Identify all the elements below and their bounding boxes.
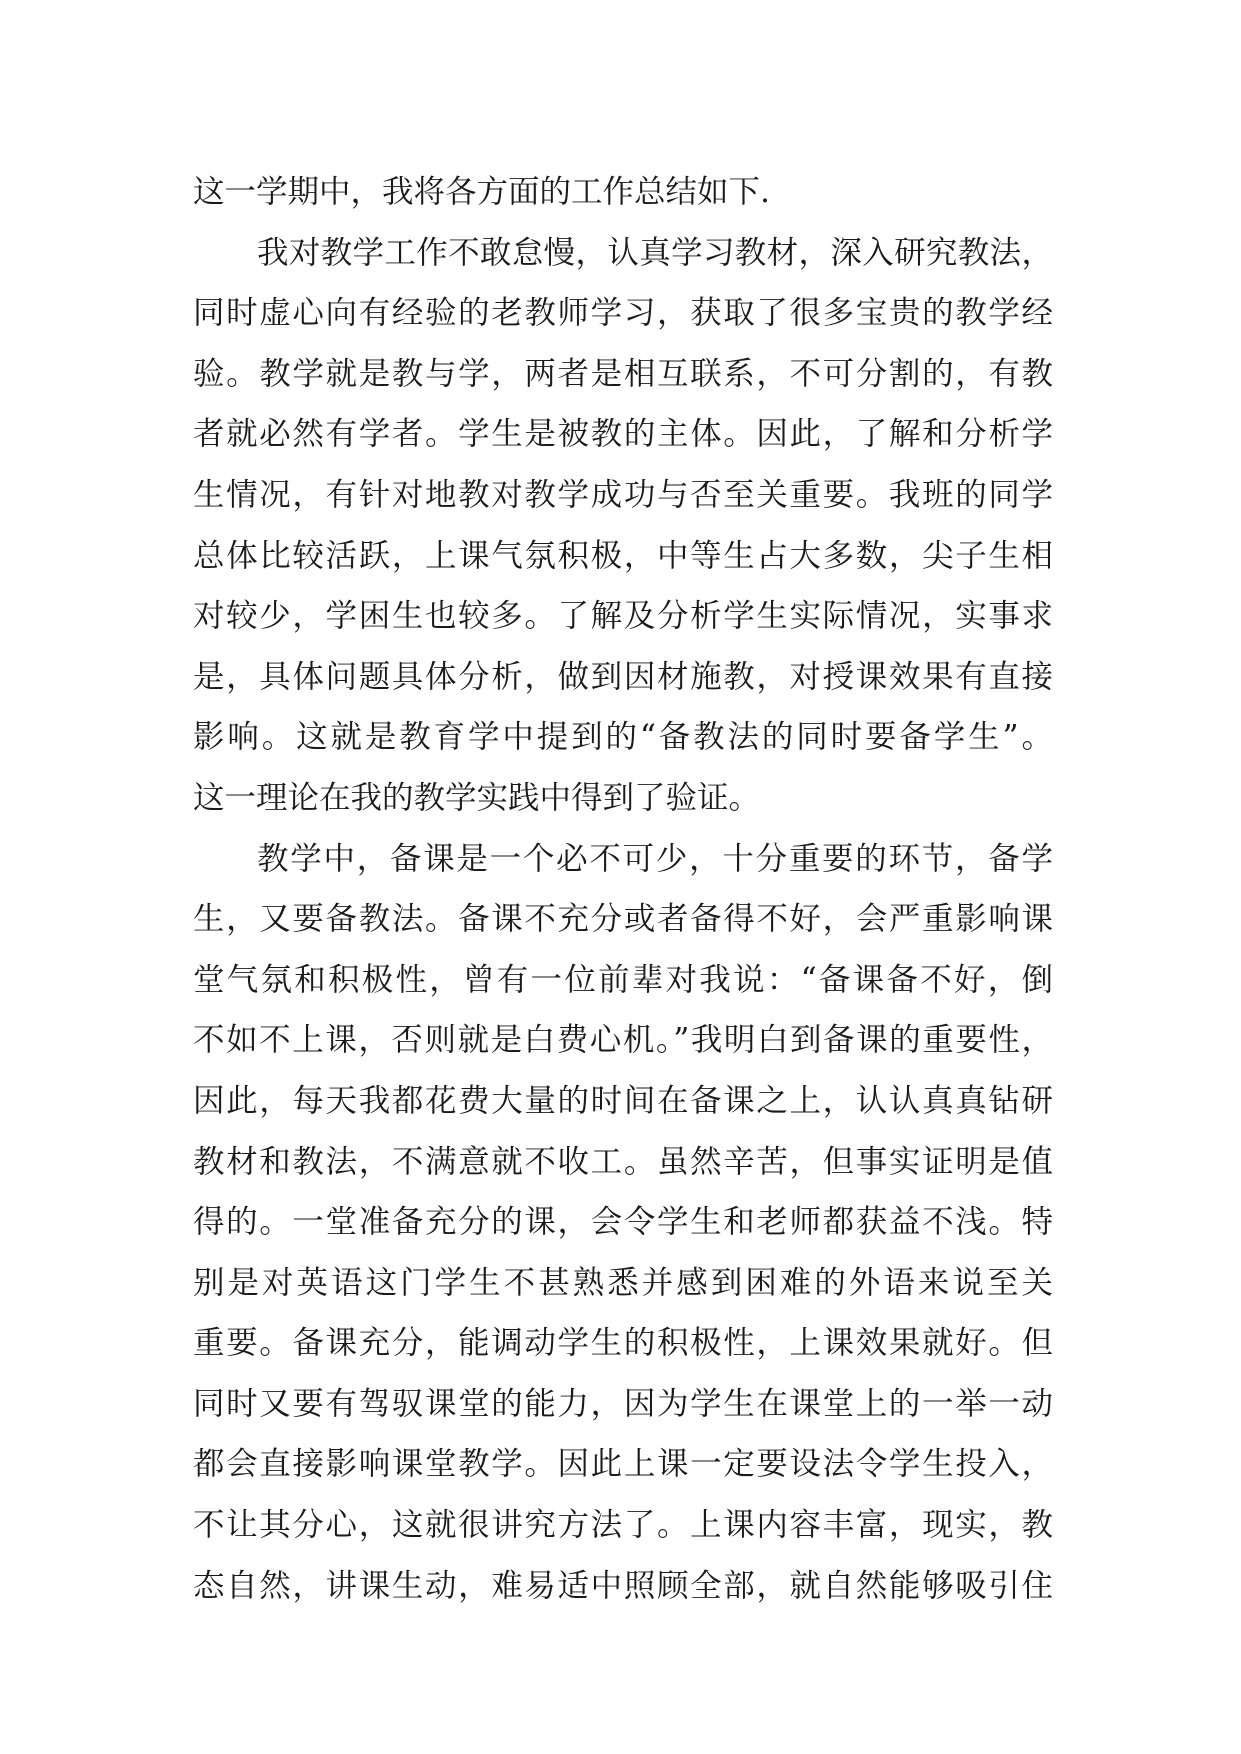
text-line: 总体比较活跃，上课气氛积极，中等生占大多数，尖子生相 [193,537,1053,574]
text-line: 验。教学就是教与学，两者是相互联系，不可分割的，有教 [193,355,1053,392]
text-line: 教学中，备课是一个必不可少，十分重要的环节，备学 [257,840,1053,877]
text-line: 影响。这就是教育学中提到的“备教法的同时要备学生”。 [193,719,1053,756]
text-line: 同时虚心向有经验的老教师学习，获取了很多宝贵的教学经 [193,295,1053,332]
text-line: 不如不上课，否则就是白费心机。”我明白到备课的重要性， [193,1022,1053,1059]
text-line: 生，又要备教法。备课不充分或者备得不好，会严重影响课 [193,901,1053,938]
text-line: 得的。一堂准备充分的课，会令学生和老师都获益不浅。特 [193,1204,1053,1241]
text-line: 这一学期中，我将各方面的工作总结如下. [193,174,771,210]
text-line: 因此，每天我都花费大量的时间在备课之上，认认真真钻研 [193,1082,1053,1119]
paragraph-2 [193,223,1053,829]
text-line: 态自然，讲课生动，难易适中照顾全部，就自然能够吸引住 [193,1567,1053,1604]
text-line: 别是对英语这门学生不甚熟悉并感到困难的外语来说至关 [193,1264,1053,1301]
text-line: 重要。备课充分，能调动学生的积极性，上课效果就好。但 [193,1325,1053,1362]
text-line: 同时又要有驾驭课堂的能力，因为学生在课堂上的一举一动 [193,1385,1053,1422]
text-line: 对较少，学困生也较多。了解及分析学生实际情况，实事求 [193,598,1053,635]
paragraph-1 [193,162,1053,223]
text-line: 教材和教法，不满意就不收工。虽然辛苦，但事实证明是值 [193,1143,1053,1180]
text-line: 堂气氛和积极性，曾有一位前辈对我说：“备课备不好，倒 [193,961,1053,998]
text-line: 者就必然有学者。学生是被教的主体。因此，了解和分析学 [193,416,1053,453]
text-line: 是，具体问题具体分析，做到因材施教，对授课效果有直接 [193,658,1053,695]
text-line: 生情况，有针对地教对教学成功与否至关重要。我班的同学 [193,476,1053,513]
document-body [193,162,1053,1616]
paragraph-3 [193,829,1053,1617]
text-line: 都会直接影响课堂教学。因此上课一定要设法令学生投入， [193,1446,1053,1483]
text-line: 这一理论在我的教学实践中得到了验证。 [193,779,761,816]
text-line: 不让其分心，这就很讲究方法了。上课内容丰富，现实，教 [193,1507,1053,1544]
text-line: 我对教学工作不敢怠慢，认真学习教材，深入研究教法， [257,234,1053,271]
